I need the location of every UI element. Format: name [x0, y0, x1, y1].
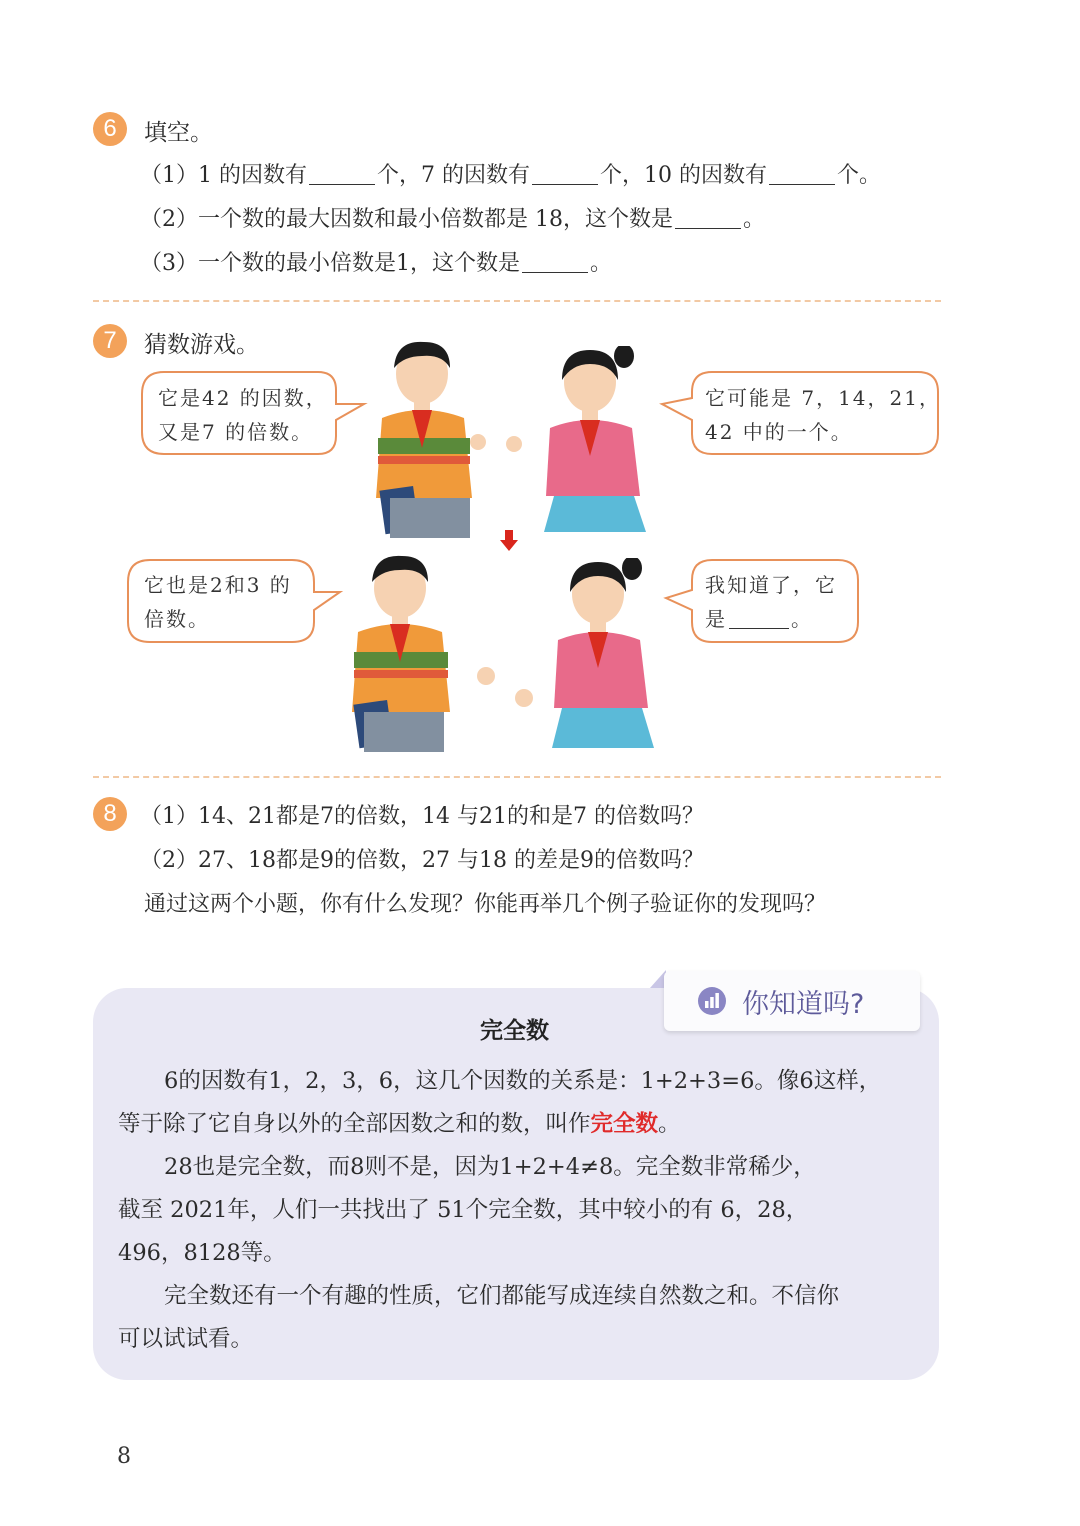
exercise-number-badge: 7: [93, 324, 127, 358]
paragraph-line: 496，8128等。: [118, 1240, 286, 1266]
speech-bubble: [158, 381, 328, 449]
card-title: 完全数: [480, 1017, 549, 1044]
exercise-title: 填空。: [144, 120, 213, 146]
question-text: 。: [590, 251, 613, 276]
did-you-know-label: 你知道吗?: [742, 989, 865, 1020]
question-text: 个，7 的因数有: [377, 163, 530, 188]
question-line: （1）14、21都是7的倍数，14 与21的和是7 的倍数吗？: [140, 804, 704, 829]
down-arrow-icon: [500, 530, 518, 551]
girl-illustration: [512, 558, 662, 748]
bubble-text: 是: [705, 607, 727, 631]
highlight-term: 完全数: [590, 1111, 659, 1137]
paragraph-line: 6的因数有1，2，3，6，这几个因数的关系是：1+2+3=6。像6这样，: [164, 1068, 882, 1094]
bubble-line: 倍数。: [144, 607, 210, 631]
paragraph-text: 。: [658, 1111, 681, 1137]
chart-bars-icon: [697, 986, 727, 1016]
paragraph-line: [118, 1103, 926, 1146]
speech-bubble: [705, 381, 941, 449]
bubble-line: [705, 602, 837, 636]
question-text: （3）一个数的最小倍数是1，这个数是: [140, 251, 520, 276]
bubble-text: 。: [791, 607, 813, 631]
answer-blank: [729, 627, 789, 629]
paragraph-line: 截至 2021年，人们一共找出了 51个完全数，其中较小的有 6，28，: [118, 1197, 809, 1223]
question-text: 个。: [837, 163, 882, 188]
bubble-line: 我知道了，它: [705, 573, 837, 597]
card-paragraph: [118, 1060, 926, 1361]
bubble-line: 又是7 的倍数。: [158, 420, 314, 444]
page-number: 8: [117, 1444, 131, 1469]
bubble-line: 它也是2和3 的: [144, 573, 292, 597]
question-text: 个，10 的因数有: [600, 163, 767, 188]
paragraph-line: 完全数还有一个有趣的性质，它们都能写成连续自然数之和。不信你: [164, 1283, 840, 1309]
speech-bubble: [705, 568, 837, 636]
bubble-line: 42 中的一个。: [705, 420, 853, 444]
question-text: （1）1 的因数有: [140, 163, 307, 188]
dashed-divider: [93, 776, 941, 778]
speech-bubble: [144, 568, 292, 636]
boy-illustration: [330, 552, 500, 756]
paragraph-text: 等于除了它自身以外的全部因数之和的数，叫作: [118, 1111, 591, 1137]
question-line: （2）27、18都是9的倍数，27 与18 的差是9的倍数吗？: [140, 848, 704, 873]
question-text: （2）一个数的最大因数和最小倍数都是 18，这个数是: [140, 207, 673, 232]
boy-illustration: [360, 338, 500, 538]
question-text: 。: [743, 207, 766, 232]
paragraph-line: 可以试试看。: [118, 1326, 254, 1352]
bubble-line: 它可能是 7，14，21，: [705, 386, 941, 410]
exercise-number-badge: 6: [93, 112, 127, 146]
exercise-title: 猜数游戏。: [144, 332, 259, 358]
question-line: 通过这两个小题，你有什么发现？你能再举几个例子验证你的发现吗？: [144, 892, 827, 917]
girl-illustration: [506, 346, 656, 532]
bubble-line: 它是42 的因数，: [158, 386, 328, 410]
paragraph-line: 28也是完全数，而8则不是，因为1+2+4≠8。完全数非常稀少，: [164, 1154, 816, 1180]
exercise-number-badge: 8: [93, 797, 127, 831]
